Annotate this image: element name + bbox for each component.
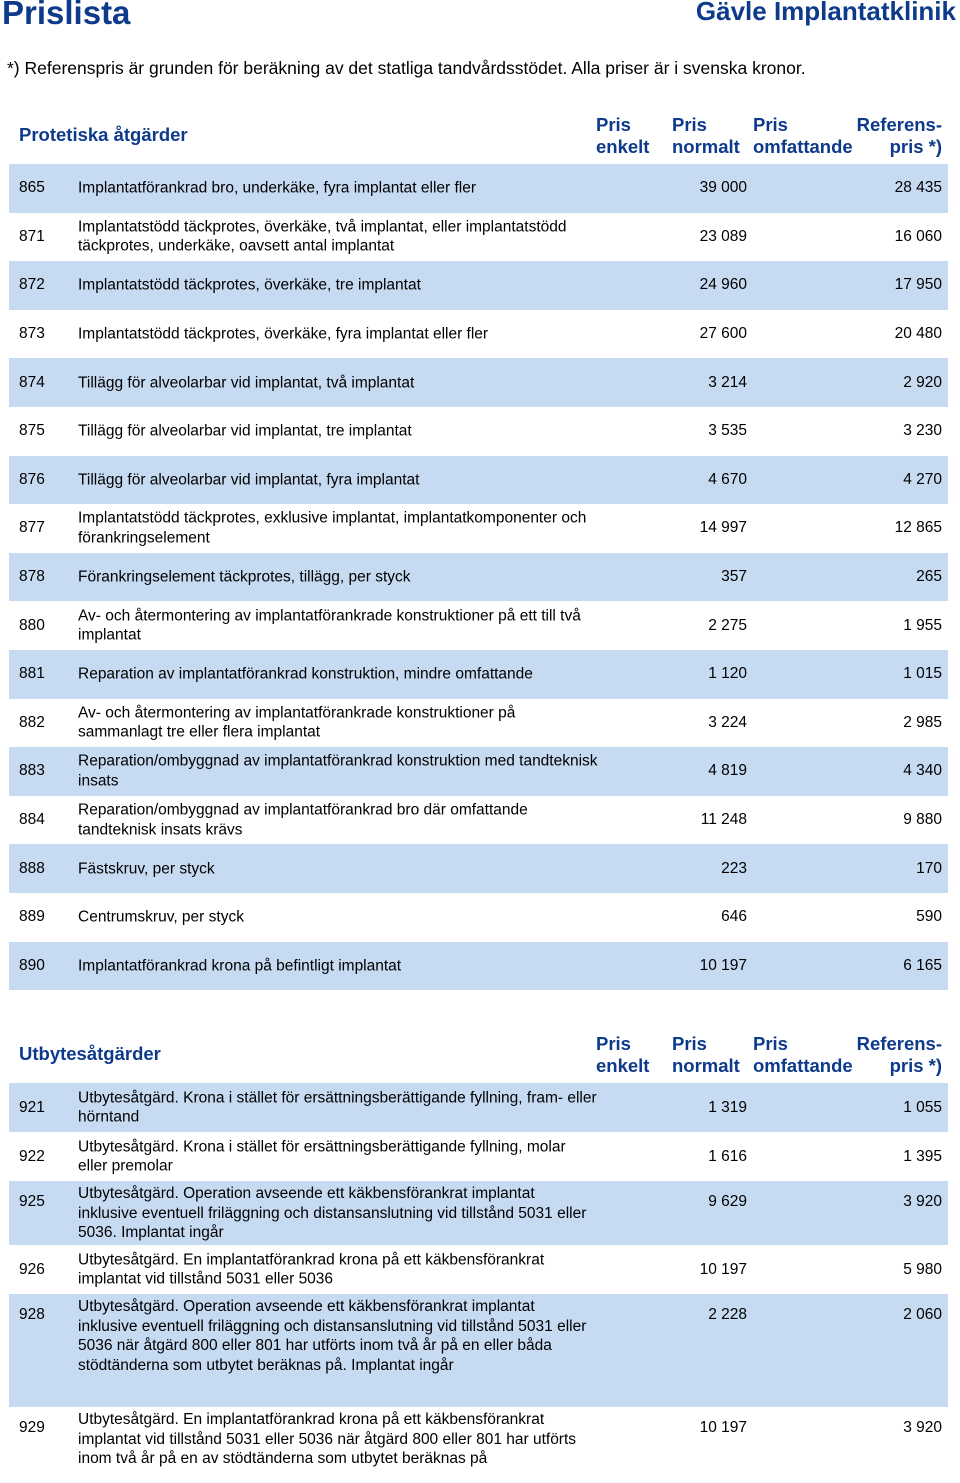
utbytes-section [9,1033,948,1473]
row-pris-normalt: 27 600 [699,325,747,343]
row-description: Utbytesåtgärd. En implantatförankrad krona på ett käkbensförankrat implantat vid tillstånd 5031 eller 5036 när åtgärd 800 eller 801 har utförts inom två år på en av stödtänderna som utbytet beräknas på [78,1411,577,1467]
row-description: Implantatförankrad krona på befintligt implantat [78,957,402,975]
row-pris-normalt: 357 [721,568,747,586]
price-table [9,164,948,990]
row-code: 881 [19,665,45,683]
row-code: 926 [19,1260,45,1278]
price-table [9,1083,948,1473]
section-header [9,114,948,164]
row-description: Reparation/ombyggnad av implantatförankrad konstruktion med tandteknisk insats [78,752,598,790]
row-pris-normalt: 223 [721,859,747,877]
row-description: Utbytesåtgärd. Operation avseende ett käkbensförankrat implantat inklusive eventuell friläggning och distansanslutning vid tillstånd 5031 eller 5036 när åtgärd 800 eller 801 har utförts inom två år på en eller båda stödtänderna som utbytet beräknas på. Implantat ingår [78,1298,587,1374]
row-code: 890 [19,956,45,974]
row-code: 882 [19,713,45,731]
row-pris-normalt: 3 214 [708,373,747,391]
row-pris-normalt: 3 224 [708,713,747,731]
row-referenspris: 590 [916,908,942,926]
table-row [9,699,948,748]
table-row [9,213,948,262]
row-code: 874 [19,373,45,391]
col-header-pris-enkelt: Pris enkelt [596,1033,650,1076]
clinic-name: Gävle Implantatklinik [695,0,956,26]
table-row [9,407,948,456]
row-referenspris: 2 985 [903,713,942,731]
row-description: Tillägg för alveolarbar vid implantat, två implantat [78,373,415,391]
table-row [9,553,948,602]
row-code: 873 [19,325,45,343]
table-row [9,1245,948,1294]
row-description: Utbytesåtgärd. Krona i stället för ersättningsberättigande fyllning, fram- eller hörntand [78,1089,597,1126]
row-description: Implantatstödd täckprotes, överkäke, tre implantat [78,276,421,294]
row-pris-normalt: 1 120 [708,665,747,683]
row-referenspris: 2 060 [903,1306,942,1323]
row-referenspris: 1 955 [903,616,942,634]
table-row [9,942,948,991]
row-code: 884 [19,811,45,829]
protetiska-section [9,114,948,990]
row-description: Av- och återmontering av implantatförankrade konstruktioner på ett till två implantat [78,607,581,644]
row-code: 877 [19,519,45,537]
row-description: Utbytesåtgärd. En implantatförankrad krona på ett käkbensförankrat implantat vid tillstånd 5031 eller 5036 [78,1251,545,1288]
row-code: 883 [19,762,45,780]
row-description: Implantatförankrad bro, underkäke, fyra implantat eller fler [78,179,477,197]
table-row [9,1294,948,1407]
row-description: Utbytesåtgärd. Krona i stället för ersättningsberättigande fyllning, molar eller premolar [78,1138,566,1175]
row-pris-normalt: 1 616 [708,1147,747,1165]
row-description: Reparation/ombyggnad av implantatförankrad bro där omfattande tandteknisk insats krävs [78,801,528,839]
table-row [9,1407,948,1473]
row-referenspris: 20 480 [894,325,942,343]
row-code: 925 [19,1193,45,1210]
col-header-referenspris: Referens- pris *) [856,114,942,157]
row-code: 876 [19,470,45,488]
col-header-pris-normalt: Pris normalt [672,114,740,157]
row-referenspris: 4 270 [903,470,942,488]
row-code: 875 [19,422,45,440]
row-referenspris: 3 920 [903,1419,942,1436]
row-pris-normalt: 1 319 [708,1098,747,1116]
row-pris-normalt: 2 275 [708,616,747,634]
row-code: 871 [19,227,45,245]
section-title: Protetiska åtgärder [19,124,188,145]
table-row [9,358,948,407]
row-description: Implantatstödd täckprotes, överkäke, fyra implantat eller fler [78,325,489,343]
row-code: 888 [19,859,45,877]
row-pris-normalt: 10 197 [699,1260,747,1278]
row-pris-normalt: 646 [721,908,747,926]
row-code: 929 [19,1419,45,1436]
row-description: Av- och återmontering av implantatförankrade konstruktioner på sammanlagt tre eller flera implantat [78,704,516,741]
row-referenspris: 16 060 [894,227,942,245]
row-referenspris: 12 865 [894,519,942,537]
row-pris-normalt: 14 997 [699,519,747,537]
row-description: Tillägg för alveolarbar vid implantat, fyra implantat [78,471,420,489]
table-row [9,650,948,699]
row-referenspris: 5 980 [903,1260,942,1278]
row-code: 928 [19,1306,45,1323]
row-referenspris: 3 920 [903,1193,942,1210]
row-pris-normalt: 39 000 [699,179,747,197]
row-description: Implantatstödd täckprotes, överkäke, två implantat, eller implantatstödd täckprotes, underkäke, oavsett antal implantat [78,218,567,255]
page-header [0,0,960,40]
table-row [9,261,948,310]
row-description: Implantatstödd täckprotes, exklusive implantat, implantatkomponenter och förankringselement [78,509,587,547]
row-referenspris: 28 435 [894,179,942,197]
section-title: Utbytesåtgärder [19,1043,161,1064]
row-code: 921 [19,1098,45,1116]
col-header-pris-omfattande: Pris omfattande [753,1033,853,1076]
col-header-pris-enkelt: Pris enkelt [596,114,650,157]
row-description: Reparation av implantatförankrad konstruktion, mindre omfattande [78,665,533,683]
row-pris-normalt: 10 197 [699,956,747,974]
row-pris-normalt: 2 228 [708,1306,747,1323]
row-pris-normalt: 4 670 [708,470,747,488]
table-row [9,1083,948,1132]
row-code: 889 [19,908,45,926]
row-code: 922 [19,1147,45,1165]
col-header-pris-normalt: Pris normalt [672,1033,740,1076]
row-pris-normalt: 11 248 [700,811,747,829]
row-code: 872 [19,276,45,294]
row-code: 865 [19,179,45,197]
row-description: Centrumskruv, per styck [78,908,244,926]
row-description: Utbytesåtgärd. Operation avseende ett käkbensförankrat implantat inklusive eventuell friläggning och distansanslutning vid tillstånd 5031 eller 5036. Implantat ingår [78,1185,587,1241]
table-row [9,456,948,505]
row-referenspris: 1 055 [903,1098,942,1116]
row-referenspris: 17 950 [894,276,942,294]
row-code: 880 [19,616,45,634]
row-description: Förankringselement täckprotes, tillägg, per styck [78,568,411,586]
row-referenspris: 1 395 [903,1147,942,1165]
row-referenspris: 170 [916,859,942,877]
row-referenspris: 265 [916,568,942,586]
table-row [9,844,948,893]
table-row [9,504,948,553]
row-pris-normalt: 23 089 [699,227,747,245]
row-description: Fästskruv, per styck [78,859,215,877]
row-pris-normalt: 10 197 [699,1419,747,1436]
table-row [9,164,948,213]
table-row [9,796,948,845]
row-referenspris: 9 880 [903,811,942,829]
table-row [9,893,948,942]
table-row [9,747,948,796]
table-row [9,1132,948,1181]
row-referenspris: 3 230 [903,422,942,440]
table-row [9,1181,948,1245]
col-header-pris-omfattande: Pris omfattande [753,114,853,157]
row-description: Tillägg för alveolarbar vid implantat, tre implantat [78,422,412,440]
col-header-referenspris: Referens- pris *) [856,1033,942,1076]
row-referenspris: 6 165 [903,956,942,974]
table-row [9,310,948,359]
row-referenspris: 2 920 [903,373,942,391]
row-pris-normalt: 9 629 [708,1193,747,1210]
row-pris-normalt: 4 819 [708,762,747,780]
section-header [9,1033,948,1083]
row-code: 878 [19,568,45,586]
row-pris-normalt: 24 960 [699,276,747,294]
row-referenspris: 1 015 [903,665,942,683]
row-referenspris: 4 340 [903,762,942,780]
table-row [9,601,948,650]
page-title: Prislista [2,0,131,31]
row-pris-normalt: 3 535 [708,422,747,440]
reference-note: *) Referenspris är grunden för beräkning av det statliga tandvårdsstödet. Alla priser är i svenska kronor. [7,58,806,78]
